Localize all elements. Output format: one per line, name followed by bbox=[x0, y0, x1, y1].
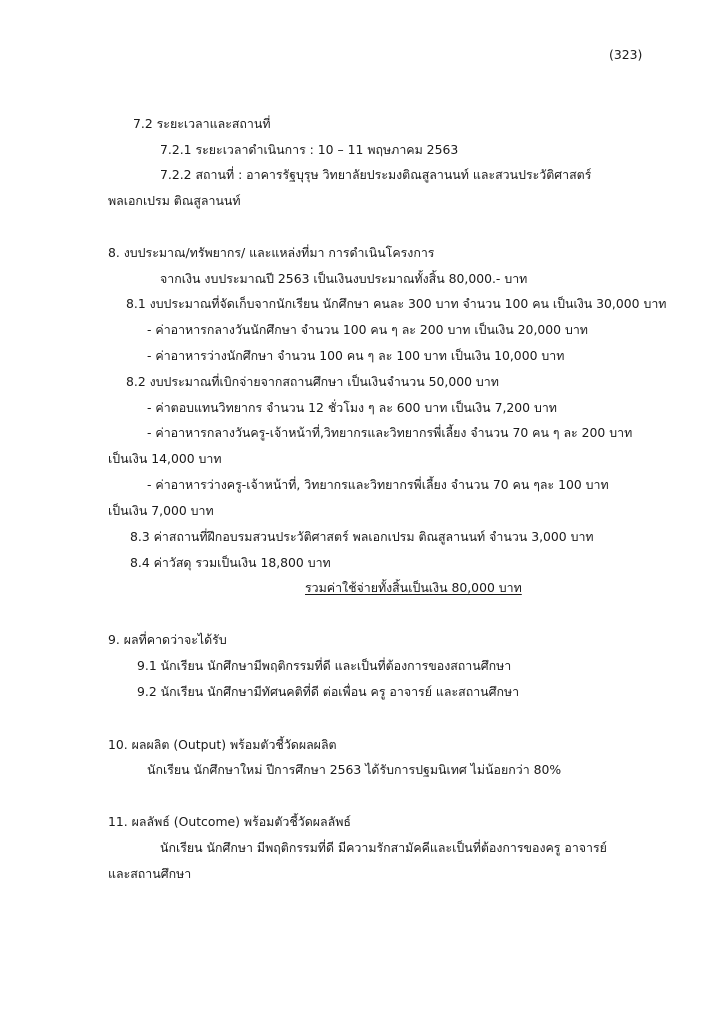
section-7-2-1: 7.2.1 ระยะเวลาดำเนินการ : 10 – 11 พฤษภาคม 2563 bbox=[160, 142, 459, 157]
section-8-2-lunch: - ค่าอาหารกลางวันครู-เจ้าหน้าที่,วิทยากรและวิทยากรพี่เลี้ยง จำนวน 70 คน ๆ ละ 200 บาท bbox=[147, 425, 633, 440]
section-7-2-heading: 7.2 ระยะเวลาและสถานที่ bbox=[133, 116, 271, 131]
section-8-2: 8.2 งบประมาณที่เบิกจ่ายจากสถานศึกษา เป็นเงินจำนวน 50,000 บาท bbox=[126, 374, 499, 389]
section-10-heading: 10. ผลผลิต (Output) พร้อมตัวชี้วัดผลผลิต bbox=[108, 737, 337, 752]
section-11-body: นักเรียน นักศึกษา มีพฤติกรรมที่ดี มีความรักสามัคคีและเป็นที่ต้องการของครู อาจารย์ bbox=[160, 840, 607, 855]
section-8-1-snack: - ค่าอาหารว่างนักศึกษา จำนวน 100 คน ๆ ละ 100 บาท เป็นเงิน 10,000 บาท bbox=[147, 348, 565, 363]
section-9-2: 9.2 นักเรียน นักศึกษามีทัศนคติที่ดี ต่อเพื่อน ครู อาจารย์ และสถานศึกษา bbox=[137, 684, 520, 699]
section-8-1: 8.1 งบประมาณที่จัดเก็บจากนักเรียน นักศึกษา คนละ 300 บาท จำนวน 100 คน เป็นเงิน 30,000 บาท bbox=[126, 296, 667, 311]
section-8-3: 8.3 ค่าสถานที่ฝึกอบรมสวนประวัติศาสตร์ พลเอกเปรม ติณสูลานนท์ จำนวน 3,000 บาท bbox=[130, 529, 594, 544]
section-11-heading: 11. ผลลัพธ์ (Outcome) พร้อมตัวชี้วัดผลลัพธ์ bbox=[108, 814, 351, 829]
section-8-4: 8.4 ค่าวัสดุ รวมเป็นเงิน 18,800 บาท bbox=[130, 555, 331, 570]
section-7-2-2: 7.2.2 สถานที่ : อาคารรัฐบุรุษ วิทยาลัยประมงติณสูลานนท์ และสวนประวัติศาสตร์ bbox=[160, 167, 592, 182]
section-8-2-snack: - ค่าอาหารว่างครู-เจ้าหน้าที่, วิทยากรและวิทยากรพี่เลี้ยง จำนวน 70 คน ๆละ 100 บาท bbox=[147, 477, 609, 492]
section-11-body-cont: และสถานศึกษา bbox=[108, 866, 192, 881]
section-9-1: 9.1 นักเรียน นักศึกษามีพฤติกรรมที่ดี และเป็นที่ต้องการของสถานศึกษา bbox=[137, 658, 512, 673]
section-8-2-speaker: - ค่าตอบแทนวิทยากร จำนวน 12 ชั่วโมง ๆ ละ 600 บาท เป็นเงิน 7,200 บาท bbox=[147, 400, 557, 415]
section-10-body: นักเรียน นักศึกษาใหม่ ปีการศึกษา 2563 ได้รับการปฐมนิเทศ ไม่น้อยกว่า 80% bbox=[147, 762, 562, 777]
budget-total: รวมค่าใช้จ่ายทั้งสิ้นเป็นเงิน 80,000 บาท bbox=[305, 580, 522, 595]
section-8-source: จากเงิน งบประมาณปี 2563 เป็นเงินงบประมาณทั้งสิ้น 80,000.- บาท bbox=[160, 271, 528, 286]
page-number: (323) bbox=[609, 47, 643, 62]
section-8-2-snack-cont: เป็นเงิน 7,000 บาท bbox=[108, 503, 214, 518]
section-7-2-2-cont: พลเอกเปรม ติณสูลานนท์ bbox=[108, 193, 241, 208]
section-8-heading: 8. งบประมาณ/ทรัพยากร/ และแหล่งที่มา การดำเนินโครงการ bbox=[108, 245, 435, 260]
section-8-1-lunch: - ค่าอาหารกลางวันนักศึกษา จำนวน 100 คน ๆ ละ 200 บาท เป็นเงิน 20,000 บาท bbox=[147, 322, 588, 337]
section-8-2-lunch-cont: เป็นเงิน 14,000 บาท bbox=[108, 451, 222, 466]
section-9-heading: 9. ผลที่คาดว่าจะได้รับ bbox=[108, 632, 227, 647]
